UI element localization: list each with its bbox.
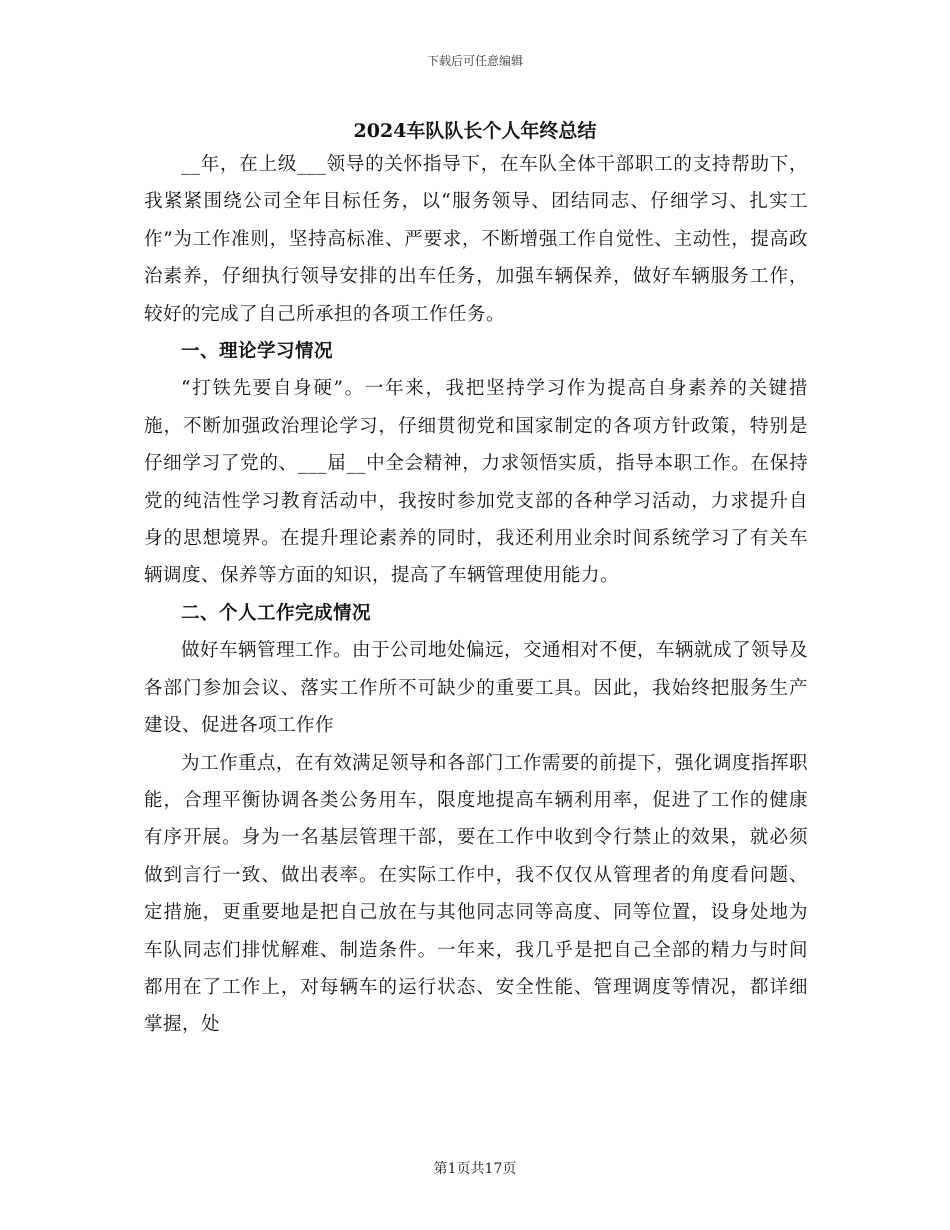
theory-study-paragraph: “打铁先要自身硬”。一年来，我把坚持学习作为提高自身素养的关键措施，不断加强政治理论学习，仔细贯彻党和国家制定的各项方针政策，特别是仔细学习了党的、___届__中全会精神，力求领悟实质，指导本职工作。在保持党的纯洁性学习教育活动中，我按时参加党支部的各种学习活动，力求提升自身的思想境界。在提升理论素养的同时，我还利用业余时间系统学习了有关车辆调度、保养等方面的知识，提高了车辆管理使用能力。	[144, 378, 808, 587]
document-body	[144, 146, 808, 1044]
section-heading-work-completion: 二、个人工作完成情况	[181, 602, 372, 624]
work-focus-paragraph: 为工作重点，在有效满足领导和各部门工作需要的前提下，强化调度指挥职能，合理平衡协调各类公务用车，限度地提高车辆利用率，促进了工作的健康有序开展。身为一名基层管理干部，要在工作中收到令行禁止的效果，就必须做到言行一致、做出表率。在实际工作中，我不仅仅从管理者的角度看问题、定措施，更重要地是把自己放在与其他同志同等高度、同等位置，设身处地为车队同志们排忧解难、制造条件。一年来，我几乎是把自己全部的精力与时间都用在了工作上，对每辆车的运行状态、安全性能、管理调度等情况，都详细掌握，处	[144, 752, 809, 1036]
vehicle-management-paragraph: 做好车辆管理工作。由于公司地处偏远，交通相对不便，车辆就成了领导及各部门参加会议、落实工作所不可缺少的重要工具。因此，我始终把服务生产建设、促进各项工作作	[144, 640, 809, 737]
document-title: 2024车队队长个人年终总结	[353, 120, 597, 142]
header-note: 下载后可任意编辑	[426, 54, 523, 68]
page-number-footer: 第1页共17页	[433, 1161, 517, 1177]
intro-paragraph: __年，在上级___领导的关怀指导下，在车队全体干部职工的支持帮助下，我紧紧围绕公司全年目标任务，以“服务领导、团结同志、仔细学习、扎实工作”为工作准则，坚持高标准、严要求，不断增强工作自觉性、主动性，提高政治素养，仔细执行领导安排的出车任务，加强车辆保养，做好车辆服务工作，较好的完成了自己所承担的各项工作任务。	[144, 154, 808, 325]
section-heading-theory-study: 一、理论学习情况	[181, 341, 334, 363]
